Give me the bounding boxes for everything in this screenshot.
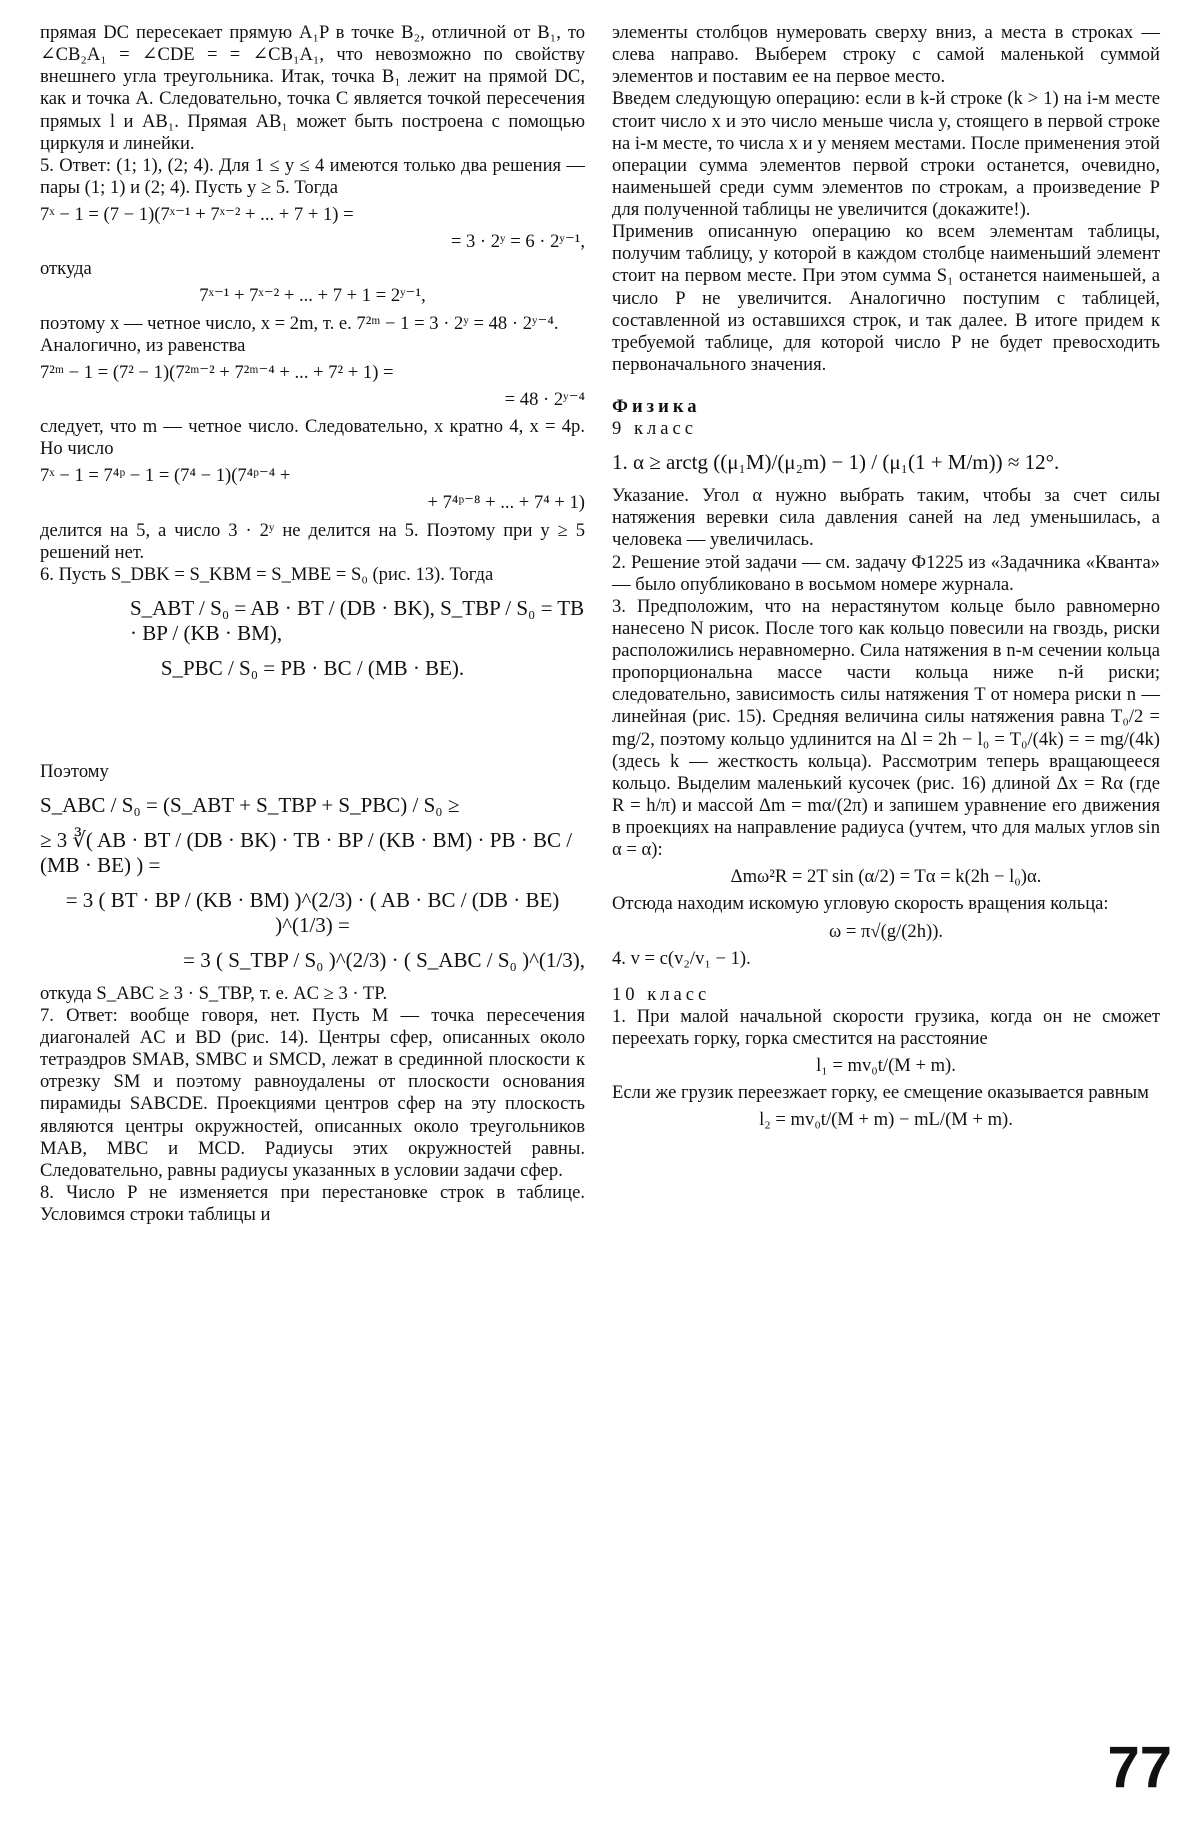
section-heading: 10 класс xyxy=(612,983,711,1005)
text-paragraph: Отсюда находим искомую угловую скорость вращения кольца: xyxy=(612,893,1109,915)
formula-line: = 48 · 2ʸ⁻⁴ xyxy=(504,388,585,410)
spacer xyxy=(612,970,1160,984)
formula-line: l₁ = mv₀t/(M + m). xyxy=(816,1055,956,1077)
text-paragraph: 3. Предположим, что на нерастянутом кольце было равномерно нанесено N рисок. После того как кольцо повесили на гвоздь, риски расположились неравномерно. Сила натяжения в n-м сечении кольца пропорциональна массе части кольца ниже n-й риски; следовательно, зависимость силы натяжения T от номера риски n — линейная (рис. 15). Средняя величина силы натяжения равна T₀/2 = mg/2, поэтому кольцо удлинится на Δl = 2h − l₀ = T₀/(4k) = = mg/(4k) (здесь k — жесткость кольца). Рассмотрим теперь вращающееся кольцо. Выделим маленький кусочек (рис. 16) длиной Δx = Rα (где R = h/π) и массой Δm = mα/(2π) и запишем уравнение его движения в проекциях на направление радиуса (учтем, что для малых углов sin α = α): xyxy=(612,595,1160,861)
formula-line: ω = π√(g/(2h)). xyxy=(828,920,944,942)
text-paragraph: 6. Пусть S_DBK = S_KBM = S_MBE = S₀ (рис. 13). Тогда xyxy=(40,563,494,585)
formula-line: = 3 · 2ʸ = 6 · 2ʸ⁻¹, xyxy=(450,231,585,253)
formula-line: S_ABT / S₀ = AB · BT / (DB · BK), S_TBP / S₀ = TB · BP / (KB · BM), xyxy=(130,595,585,645)
formula-line: 7²ᵐ − 1 = (7² − 1)(7²ᵐ⁻² + 7²ᵐ⁻⁴ + ... + 7² + 1) = xyxy=(40,361,394,383)
text-paragraph: 8. Число P не изменяется при перестановке строк в таблице. Условимся строки таблицы и xyxy=(40,1181,585,1226)
section-heading: 9 класс xyxy=(612,418,698,440)
formula-line: 7ˣ⁻¹ + 7ˣ⁻² + ... + 7 + 1 = 2ʸ⁻¹, xyxy=(199,285,426,307)
text-paragraph: 1. При малой начальной скорости грузика, когда он не сможет переехать горку, горка сместится на расстояние xyxy=(612,1005,1160,1050)
text-paragraph: 4. v = c(v₂/v₁ − 1). xyxy=(612,947,751,969)
text-paragraph: 2. Решение этой задачи — см. задачу Ф1225 из «Задачника «Кванта» — было опубликовано в восьмом номере журнала. xyxy=(612,551,1160,595)
text-paragraph: 7. Ответ: вообще говоря, нет. Пусть M — точка пересечения диагоналей AC и BD (рис. 14). Центры сфер, описанных около тетраэдров SMAB, SMBC и SMCD, лежат в срединной плоскости к отрезку SM и поэтому равноудалены от плоскости основания пирамиды SABCDE. Проекциями центров сфер на эту плоскость являются центры окружностей, описанных около треугольников MAB, MBC и MCD. Радиусы этих окружностей равны. Следовательно, равны радиусы указанных в условии задачи сфер. xyxy=(40,1004,585,1181)
right-column xyxy=(612,22,1160,1137)
left-column xyxy=(40,22,585,1226)
text-paragraph: Аналогично, из равенства xyxy=(40,334,246,356)
text-paragraph: Применив описанную операцию ко всем элементам таблицы, получим таблицу, у которой в каждом столбце наименьший элемент стоит на первом месте. При этом сумма S₁ останется наименьшей, а число P не увеличится. Аналогично поступим с таблицей, составленной из оставшихся строк, и так далее. В итоге придем к требуемой таблице, для которой число P не будет превосходить первоначального значения. xyxy=(612,221,1160,375)
text-paragraph: элементы столбцов нумеровать сверху вниз, а места в строках — слева направо. Выберем строку с самой маленькой суммой элементов и поставим ее на первое место. xyxy=(612,22,1160,88)
spacer xyxy=(40,691,585,761)
section-heading: Физика xyxy=(612,396,701,417)
text-paragraph: делится на 5, а число 3 · 2ʸ не делится на 5. Поэтому при y ≥ 5 решений нет. xyxy=(40,519,585,563)
text-paragraph: Введем следующую операцию: если в k-й строке (k > 1) на i-м месте стоит число x и это число меньше числа y, стоящего в первой строке на i-м месте, то числа x и y меняем местами. После применения этой операции сумма элементов первой строки останется, очевидно, наименьшей среди сумм элементов по строкам, а произведение P для полученной таблицы не увеличится (докажите!). xyxy=(612,88,1160,220)
text-paragraph: Указание. Угол α нужно выбрать таким, чтобы за счет силы натяжения веревки сила давления саней на лед уменьшилась, а человека — увеличилась. xyxy=(612,485,1160,551)
formula-line: ≥ 3 ∛( AB · BT / (DB · BK) · TB · BP / (KB · BM) · PB · BC / (MB · BE) ) = xyxy=(40,827,573,877)
text-paragraph: следует, что m — четное число. Следовательно, x кратно 4, x = 4p. Но число xyxy=(40,416,585,460)
formula-line: S_PBC / S₀ = PB · BC / (MB · BE). xyxy=(160,655,465,680)
text-paragraph: прямая DC пересекает прямую A₁P в точке B₂, отличной от B₁, то ∠CB₂A₁ = ∠CDE = = ∠CB₁A₁, что невозможно по свойству внешнего угла треугольника. Итак, точка B₁ лежит на прямой DC, как и точка A. Следовательно, точка C является точкой пересечения прямых l и AB₁. Прямая AB₁ может быть построена с помощью циркуля и линейки. xyxy=(40,22,585,154)
text-paragraph: Если же грузик переезжает горку, ее смещение оказывается равным xyxy=(612,1082,1149,1104)
text-paragraph: Поэтому xyxy=(40,760,109,782)
formula-line: 7ˣ − 1 = 7⁴ᵖ − 1 = (7⁴ − 1)(7⁴ᵖ⁻⁴ + xyxy=(40,465,291,487)
text-paragraph: откуда xyxy=(40,258,92,280)
formula-line: 7ˣ − 1 = (7 − 1)(7ˣ⁻¹ + 7ˣ⁻² + ... + 7 + 1) = xyxy=(40,204,354,225)
page-number: 77 xyxy=(1107,1735,1172,1800)
formula-line: + 7⁴ᵖ⁻⁸ + ... + 7⁴ + 1) xyxy=(427,492,585,514)
text-paragraph: 5. Ответ: (1; 1), (2; 4). Для 1 ≤ y ≤ 4 имеются только два решения — пары (1; 1) и (2; 4). Пусть y ≥ 5. Тогда xyxy=(40,154,585,198)
text-paragraph: поэтому x — четное число, x = 2m, т. е. 7²ᵐ − 1 = 3 · 2ʸ = 48 · 2ʸ⁻⁴. xyxy=(40,312,559,334)
formula-line: = 3 ( BT · BP / (KB · BM) )^(2/3) · ( AB · BC / (DB · BE) )^(1/3) = xyxy=(65,887,560,937)
formula-line: 1. α ≥ arctg ((μ₁M)/(μ₂m) − 1) / (μ₁(1 + M/m)) ≈ 12°. xyxy=(612,450,1060,475)
formula-line: Δmω²R = 2T sin (α/2) = Tα = k(2h − l₀)α. xyxy=(730,866,1042,888)
formula-line: = 3 ( S_TBP / S₀ )^(2/3) · ( S_ABC / S₀ )^(1/3), xyxy=(183,947,585,972)
text-paragraph: откуда S_ABC ≥ 3 · S_TBP, т. е. AC ≥ 3 · TP. xyxy=(40,982,388,1004)
formula-line: l₂ = mv₀t/(M + m) − mL/(M + m). xyxy=(759,1109,1013,1131)
formula-line: S_ABC / S₀ = (S_ABT + S_TBP + S_PBC) / S₀ ≥ xyxy=(40,792,460,817)
